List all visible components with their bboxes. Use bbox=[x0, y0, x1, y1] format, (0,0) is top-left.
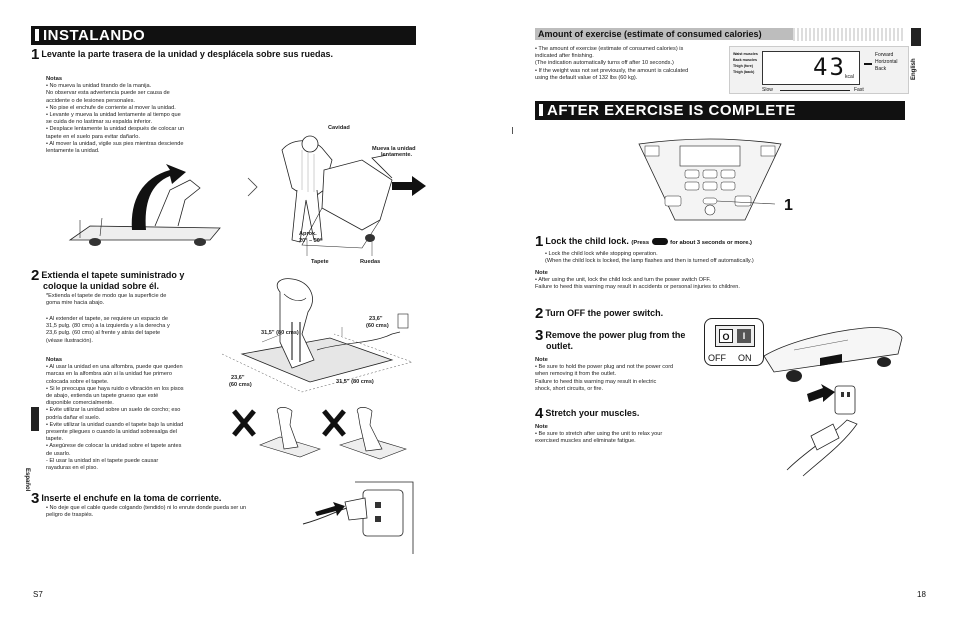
speed-scale bbox=[762, 87, 872, 93]
switch-on-label: ON bbox=[738, 353, 752, 363]
step-title: Inserte el enchufe en la toma de corriente. bbox=[41, 493, 222, 503]
step-suffix: (Press bbox=[631, 240, 650, 246]
label-angle: 20° – 50° bbox=[299, 238, 323, 244]
note-line: • Asegúrese de colocar la unidad sobre el tapete antes bbox=[46, 443, 182, 450]
step4-stretch-note bbox=[535, 424, 735, 446]
body-line: • No deje que el cable quede colgando (tendido) ni lo enrute donde pueda ser un bbox=[46, 505, 247, 511]
note-line: Failure to heed this warning may result in electric bbox=[535, 378, 657, 385]
note-line: tapete. bbox=[46, 436, 64, 443]
note-line: Failure to heed this warning may result in accidents or personal injuries to children. bbox=[535, 284, 740, 291]
step1-lock-note bbox=[535, 270, 895, 292]
lcd-screen bbox=[762, 51, 860, 85]
note-line: de abajo, extienda un tapete grueso que esté bbox=[46, 393, 159, 400]
step3-heading bbox=[31, 490, 291, 507]
chevron-right-icon bbox=[247, 177, 259, 197]
bullet-line: • Al extender el tapete, se requiere un espacio de bbox=[46, 316, 168, 322]
body-line: (When the child lock is locked, the lamp flashes and then is turned off automatically.) bbox=[545, 258, 754, 265]
step1-lock-body bbox=[545, 251, 895, 265]
section-title-after-exercise bbox=[535, 101, 905, 120]
display-left-labels bbox=[733, 51, 758, 75]
note-line: presente pliegues o cuando la unidad sobresalga del bbox=[46, 429, 177, 436]
dim-front-cm: (60 cms) bbox=[229, 382, 252, 388]
speed-line bbox=[780, 90, 850, 91]
step-number: 3 bbox=[535, 327, 544, 344]
title-marker bbox=[35, 29, 39, 41]
lcd-unit: kcal bbox=[845, 74, 854, 80]
power-switch-inset bbox=[704, 318, 764, 366]
note-line: • Al mover la unidad, vigile sus pies mientras desciende bbox=[46, 140, 184, 147]
note-line: • Evite utilizar la unidad sobre un suelo de corcho; eso bbox=[46, 407, 181, 414]
right-page bbox=[477, 0, 954, 618]
display-label: Horizontal bbox=[875, 59, 898, 65]
note-line: • Levante y mueva la unidad lentamente al tiempo que bbox=[46, 112, 181, 119]
display-label: Back muscles bbox=[733, 58, 757, 62]
note-line: exercised muscles and eliminate fatigue. bbox=[535, 438, 636, 445]
switch-on-side: I bbox=[737, 329, 751, 343]
title-marker bbox=[539, 104, 543, 116]
child-lock-icon bbox=[652, 238, 668, 245]
step1-notes bbox=[46, 76, 256, 155]
step-title: Stretch your muscles. bbox=[545, 408, 640, 418]
note-line: • After using the unit, lock the child lock and turn the power switch OFF. bbox=[535, 277, 711, 284]
note-line: podría dañar el suelo. bbox=[46, 414, 101, 421]
switch-off-label: OFF bbox=[708, 353, 726, 363]
label-ruedas: Ruedas bbox=[360, 259, 381, 265]
step-title-line2: outlet. bbox=[546, 341, 573, 351]
note-line: • Be sure to hold the power plug and not the power cord bbox=[535, 364, 674, 371]
switch-off-side: O bbox=[719, 329, 733, 343]
step-title: Turn OFF the power switch. bbox=[545, 308, 664, 318]
note-line: colocada sobre el tapete. bbox=[46, 378, 109, 385]
body-line: using the default value of 132 lbs (60 kg). bbox=[535, 74, 638, 81]
figure-unit-side bbox=[764, 314, 904, 386]
note-line: tapete en el suelo para evitar dañarlo. bbox=[46, 133, 140, 140]
bullet-line: 23,6 pulg. (60 cms) al frente y atrás del tapete bbox=[46, 330, 161, 337]
body-line: goma mire hacia abajo. bbox=[46, 300, 105, 307]
note-line: • Evite utilizar la unidad cuando el tapete bajo la unidad bbox=[46, 421, 184, 428]
note-line: disponible comercialmente. bbox=[46, 400, 114, 407]
body-line: • Lock the child lock while stopping operation. bbox=[545, 251, 658, 257]
body-line: indicated after finishing. bbox=[535, 53, 594, 60]
note-line: - El usar la unidad sin el tapete puede causar bbox=[46, 457, 159, 464]
note-line: • Si le preocupa que haya ruido o vibración en los pisos bbox=[46, 385, 184, 392]
note-line: • Desplace lentamente la unidad después de colocar un bbox=[46, 126, 185, 133]
label-mueva: Mueva la unidad bbox=[372, 146, 416, 152]
body-line: (The indication automatically turns off after 10 seconds.) bbox=[535, 60, 674, 67]
note-line: when removing it from the outlet. bbox=[535, 371, 617, 378]
body-line: peligro de traspiés. bbox=[46, 512, 94, 519]
bullet-line: 31,5 pulg. (80 cms) a la izquierda y a la derecha y bbox=[46, 323, 170, 330]
step1-heading bbox=[31, 46, 451, 63]
section-title-instalando bbox=[31, 26, 416, 45]
note-line: rayaduras en el piso. bbox=[46, 465, 98, 472]
display-label: Thigh (fore) bbox=[733, 64, 753, 68]
step2-power-heading bbox=[535, 305, 735, 322]
step3-body bbox=[46, 505, 316, 519]
note-line: de usarlo. bbox=[46, 450, 71, 457]
figure-mat-clearance bbox=[222, 272, 422, 402]
note-line: • No mueva la unidad tirando de la manija. bbox=[46, 83, 152, 90]
figure-plug-removal bbox=[777, 380, 902, 480]
display-right-labels bbox=[875, 52, 898, 73]
note-line: accidente o de lesiones personales. bbox=[46, 97, 135, 104]
note-line: shock, short circuits, or fire. bbox=[535, 385, 604, 392]
step-title: Lock the child lock. bbox=[545, 236, 629, 246]
body-line: *Extienda el tapete de modo que la superficie de bbox=[46, 293, 167, 299]
step4-stretch-heading bbox=[535, 405, 735, 422]
language-tab-en bbox=[911, 28, 921, 46]
display-panel bbox=[729, 46, 909, 94]
page-number-left: S7 bbox=[33, 590, 43, 599]
panel-callout-number: 1 bbox=[784, 197, 793, 214]
label-cavidad: Cavidad bbox=[328, 125, 350, 131]
dim-front: 23,6" bbox=[231, 375, 245, 381]
note-title: Note bbox=[535, 424, 548, 430]
body-line: • The amount of exercise (estimate of consumed calories) is bbox=[535, 46, 684, 52]
figure-lift-unit bbox=[60, 160, 230, 255]
step-number: 1 bbox=[535, 233, 544, 250]
step-title-line1: Extienda el tapete suministrado y bbox=[41, 270, 185, 280]
page-number-right: 18 bbox=[917, 590, 926, 599]
step-title-line2: coloque la unidad sobre él. bbox=[43, 281, 160, 291]
label-tapete: Tapete bbox=[311, 259, 329, 265]
note-line: lentamente la unidad. bbox=[46, 148, 100, 155]
title-text: AFTER EXERCISE IS COMPLETE bbox=[547, 102, 796, 119]
note-line: No observar esta advertencia puede ser causa de bbox=[46, 90, 170, 97]
side-label-es: Español bbox=[24, 468, 30, 492]
speed-fast-label: Fast bbox=[854, 87, 864, 93]
step-title-line1: Remove the power plug from the bbox=[545, 330, 686, 340]
step-number: 1 bbox=[31, 46, 40, 63]
notes-title: Notas bbox=[46, 357, 63, 363]
language-tab-es bbox=[31, 407, 39, 431]
bullet-line: (véase ilustración). bbox=[46, 337, 93, 344]
lcd-dash bbox=[864, 63, 872, 65]
note-title: Note bbox=[535, 270, 548, 276]
dim-rear: 23,6" bbox=[369, 316, 383, 322]
label-aprox: Aprox. bbox=[299, 231, 317, 237]
dim-right: 31,5" (80 cms) bbox=[336, 379, 374, 385]
switch-body bbox=[715, 325, 755, 347]
figure-plug-insert bbox=[295, 478, 420, 558]
step1-lock-heading bbox=[535, 233, 875, 250]
note-line: • Be sure to stretch after using the unit to relax your bbox=[535, 431, 663, 438]
step-number: 3 bbox=[31, 490, 40, 507]
note-line: marcas en la alfombra aún si la unidad fue primero bbox=[46, 371, 172, 378]
notes-title: Notas bbox=[46, 76, 63, 82]
lcd-readout: 43 bbox=[813, 53, 846, 81]
calories-body bbox=[535, 46, 725, 82]
dim-left: 31,5" (80 cms) bbox=[261, 330, 299, 336]
display-label: Waist muscles bbox=[733, 52, 758, 56]
display-label: Forward bbox=[875, 52, 894, 58]
note-line: • Al usar la unidad en una alfombra, puede que queden bbox=[46, 364, 183, 371]
dim-rear-cm: (60 cms) bbox=[366, 323, 389, 329]
step-suffix2: for about 3 seconds or more.) bbox=[670, 240, 752, 246]
step-number: 2 bbox=[31, 267, 40, 284]
figure-control-panel bbox=[635, 136, 785, 226]
display-label: Back bbox=[875, 66, 887, 72]
display-label: Thigh (back) bbox=[733, 70, 755, 74]
title-text: INSTALANDO bbox=[43, 27, 146, 44]
figure-incorrect-placement bbox=[230, 405, 410, 465]
note-title: Note bbox=[535, 357, 548, 363]
subheader-dither bbox=[793, 28, 905, 41]
body-line: • If the weight was not set previously, the amount is calculated bbox=[535, 67, 689, 74]
side-label-en: English bbox=[911, 58, 917, 80]
step-title: Levante la parte trasera de la unidad y desplácela sobre sus ruedas. bbox=[41, 49, 333, 59]
calories-subheader: Amount of exercise (estimate of consumed calories) bbox=[535, 28, 793, 40]
note-line: se cuida de no lastimar su espalda inferior. bbox=[46, 119, 153, 126]
step-number: 2 bbox=[535, 305, 544, 322]
note-line: • No pise el enchufe de corriente al mover la unidad. bbox=[46, 104, 176, 111]
speed-slow-label: Slow bbox=[762, 87, 773, 93]
label-lentamente: lentamente. bbox=[381, 152, 413, 158]
step-number: 4 bbox=[535, 405, 544, 422]
